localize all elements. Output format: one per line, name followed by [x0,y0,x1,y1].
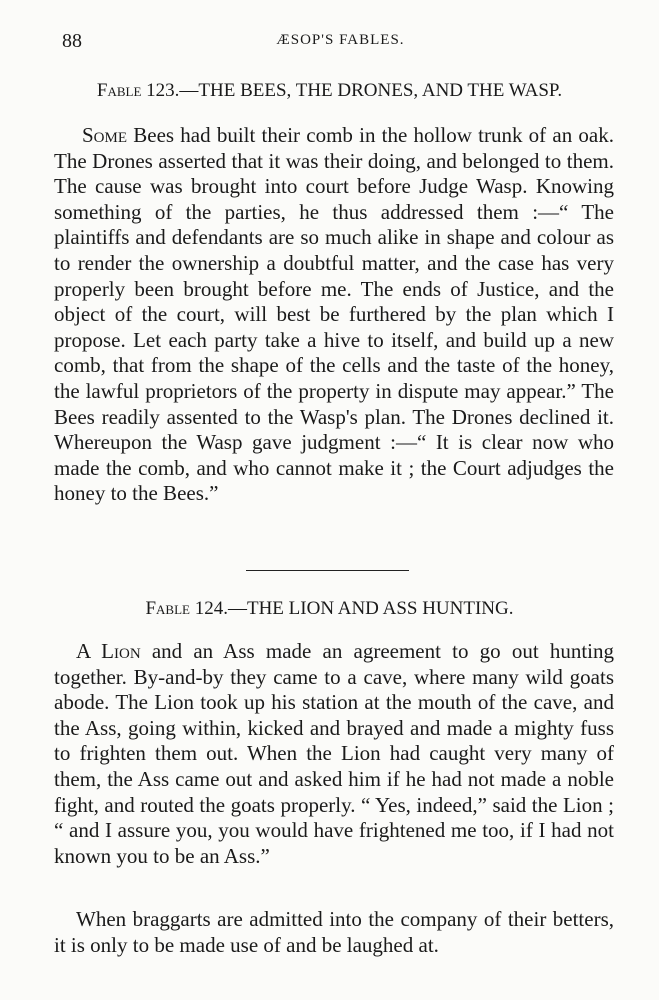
running-head [62,30,619,54]
fable-124-moral: When braggarts are admitted into the company of their betters, it is only to be made use of and be laughed at. [54,907,614,957]
fable-124-body: and an Ass made an agreement to go out hunting together. By-and-by they came to a cave, where many wild goats abode. The Lion took up his station at the mouth of the cave, and the Ass, going within, kicked and brayed and made a mighty fuss to frighten them out. When the Lion had caught very many of them, the Ass came out and asked him if he had not made a noble fight, and routed the goats properly. “ Yes, indeed,” said the Lion ; “ and I assure you, you would have frightened me too, if I had not known you to be an Ass.” [54,639,614,868]
fable-124-title: —THE LION AND ASS HUNTING. [227,598,514,619]
page-number: 88 [62,30,82,52]
section-divider [246,570,409,571]
fable-123-text [54,123,614,507]
fable-123-title: —THE BEES, THE DRONES, AND THE WASP. [179,80,563,101]
fable-124-heading [0,598,659,620]
fable-123-label: Fable 123. [96,80,180,101]
fable-124-lead-word: A Lion [76,639,141,663]
fable-124-label: Fable 124. [145,598,228,619]
fable-123-body: Bees had built their comb in the hollow trunk of an oak. The Drones asserted that it was their doing, and belonged to them. The cause was brought into court before Judge Wasp. Knowing something of the parties, he thus addressed them :—“ The plaintiffs and defendants are so much alike in shape and colour as to render the ownership a doubtful matter, and the case has very properly been brought before me. The ends of Justice, and the object of the court, will best be furthered by the plan which I propose. Let each party take a hive to itself, and build up a new comb, that from the shape of the cells and the taste of the honey, the lawful proprietors of the property in dispute may appear.” The Bees readily assented to the Wasp's plan. The Drones declined it. Whereupon the Wasp gave judgment :—“ It is clear now who made the comb, and who cannot make it ; the Court adjudges the honey to the Bees.” [54,123,614,506]
fable-123-lead-word: Some [82,123,128,147]
fable-124-text [54,639,614,869]
fable-123-heading [0,80,659,102]
running-title: ÆSOP'S FABLES. [276,32,405,48]
